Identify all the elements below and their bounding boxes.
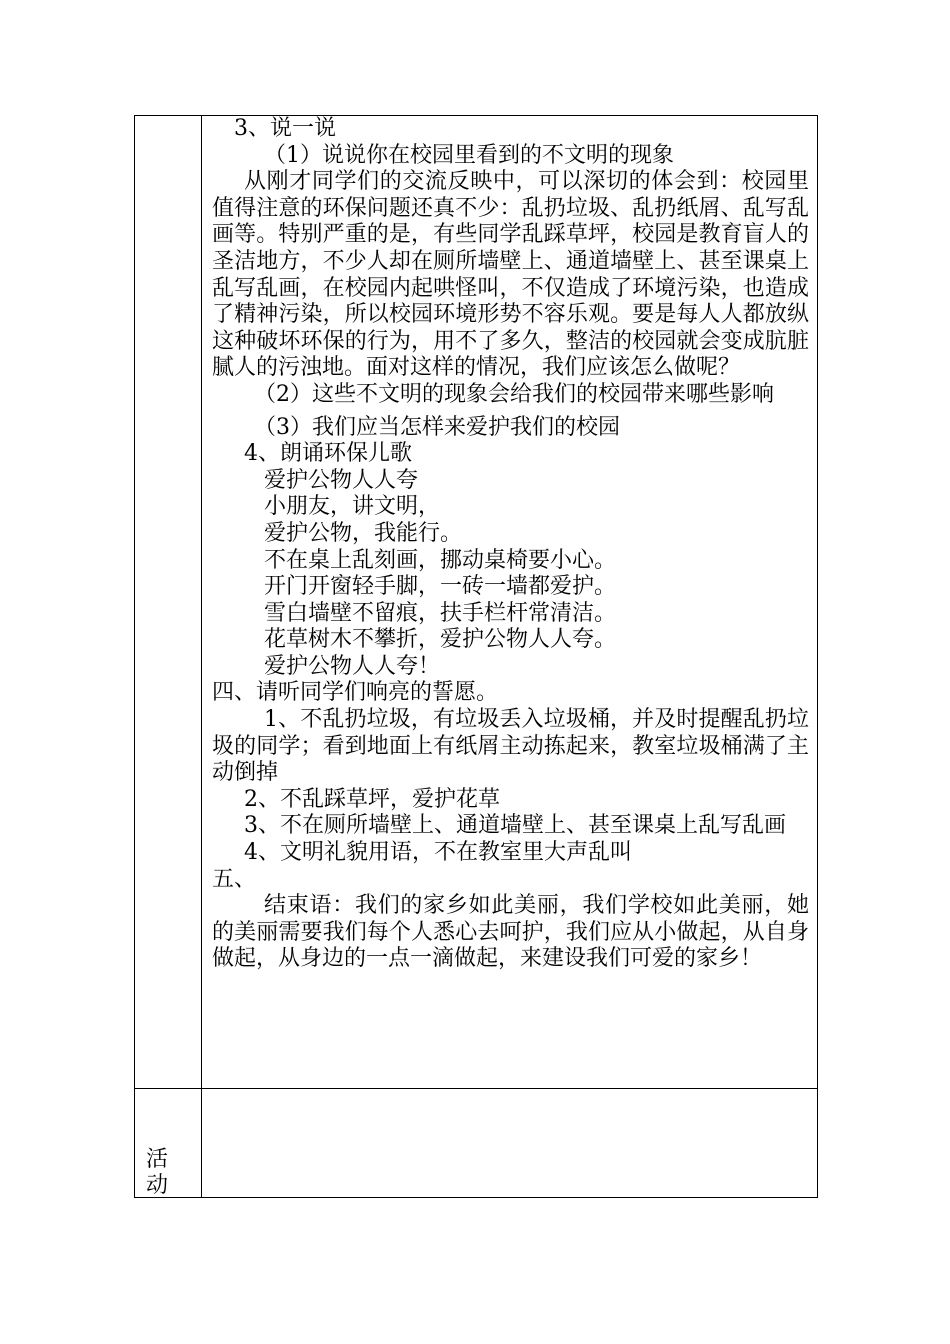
question-1: （1）说说你在校园里看到的不文明的现象	[264, 142, 674, 168]
discussion-paragraph: 从刚才同学们的交流反映中，可以深切的体会到：校园里值得注意的环保问题还真不少：乱扔垃圾、乱扔纸屑、乱写乱画等。特别严重的是，有些同学乱踩草坪，校园是教育盲人的圣洁地方，不少人却在厕所墙壁上、通道墙壁上、甚至课桌上乱写乱画，在校园内起哄怪叫，不仅造成了环境污染，也造成了精神污染，所以校园环境形势不容乐观。要是每人人都放纵这种破坏环保的行为，用不了多久，整洁的校园就会变成肮脏腻人的污浊地。面对这样的情况，我们应该怎么做呢？	[212, 169, 809, 381]
question-3: （3）我们应当怎样来爱护我们的校园	[254, 414, 620, 440]
closing-remarks: 结束语：我们的家乡如此美丽，我们学校如此美丽，她的美丽需要我们每个人悉心去呵护，我们应从小做起，从自身做起，从身边的一点一滴做起，来建设我们可爱的家乡！	[212, 893, 809, 972]
section-4-title: 4、朗诵环保儿歌	[244, 441, 412, 467]
vow-2: 2、不乱踩草坪，爱护花草	[244, 786, 500, 812]
content-cell	[202, 116, 818, 1089]
label-cell-empty	[135, 116, 202, 1089]
lesson-content	[202, 116, 817, 973]
lesson-table	[134, 115, 818, 1198]
lesson-row-main	[135, 116, 818, 1089]
poem-line: 开门开窗轻手脚，一砖一墙都爱护。	[264, 574, 617, 600]
poem-line: 爱护公物人人夸！	[264, 653, 441, 679]
poem-line: 爱护公物，我能行。	[264, 520, 463, 546]
question-2: （2）这些不文明的现象会给我们的校园带来哪些影响	[254, 381, 774, 407]
part-5-title: 五、	[212, 866, 257, 892]
vow-4: 4、文明礼貌用语，不在教室里大声乱叫	[244, 840, 632, 866]
vow-3: 3、不在厕所墙壁上、通道墙壁上、甚至课桌上乱写乱画	[244, 813, 786, 839]
activity-content-cell	[202, 1089, 818, 1198]
section-3-title: 3、说一说	[234, 116, 336, 141]
poem	[212, 468, 809, 681]
poem-line: 花草树木不攀折，爱护公物人人夸。	[264, 627, 617, 653]
vow-1: 1、不乱扔垃圾，有垃圾丢入垃圾桶，并及时提醒乱扔垃圾的同学；看到地面上有纸屑主动拣起来，教室垃圾桶满了主动倒掉	[212, 707, 809, 786]
poem-line: 不在桌上乱刻画，挪动桌椅要小心。	[264, 547, 617, 573]
poem-line: 小朋友，讲文明，	[264, 494, 441, 520]
activity-row	[135, 1089, 818, 1198]
activity-label: 活动	[146, 1147, 169, 1198]
poem-line: 爱护公物人人夸	[264, 467, 419, 493]
poem-line: 雪白墙壁不留痕，扶手栏杆常清洁。	[264, 600, 617, 626]
part-4-title: 四、请听同学们响亮的誓愿。	[212, 680, 499, 706]
